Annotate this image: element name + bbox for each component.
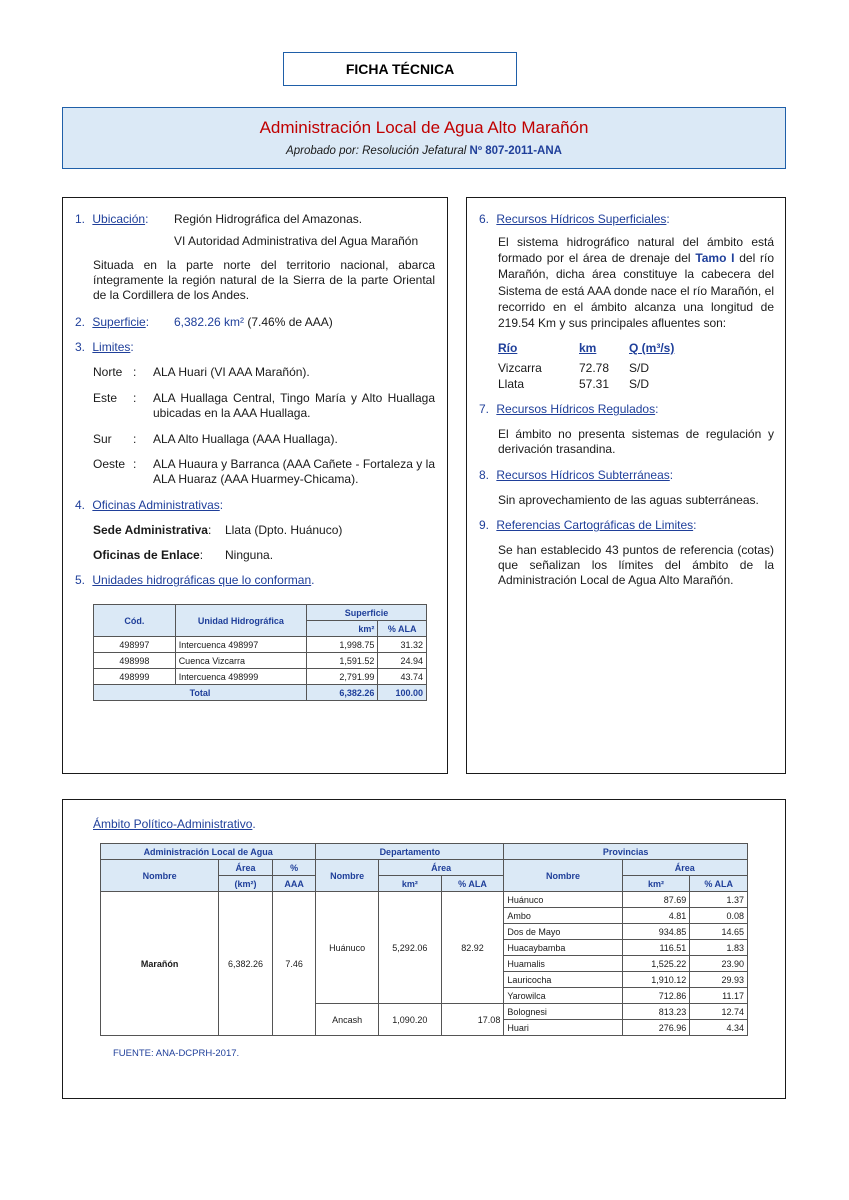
limit-oeste-sep: : <box>133 457 137 471</box>
left-panel <box>62 197 448 774</box>
ubicacion-paragraph: Situada en la parte norte del territorio nacional, abarca íntegramente la región natural de la Sierra de la parte Oriental de la Cordillera de los Andes. <box>93 258 435 302</box>
dep-name: Huánuco <box>316 892 379 1004</box>
section-5-heading: 5. Unidades hidrográficas que lo conforman. <box>75 573 315 587</box>
unit-table-h-km2: km² <box>307 621 378 637</box>
unit-table-h-pct: % ALA <box>378 621 427 637</box>
sede-label: Sede Administrativa: <box>93 523 212 537</box>
limit-este-dir: Este <box>93 391 118 405</box>
dep-pct: 82.92 <box>441 892 504 1004</box>
dep-area: 5,292.06 <box>378 892 441 1004</box>
superficie-value: 6,382.26 km² (7.46% de AAA) <box>174 315 333 329</box>
ala-pct: 7.46 <box>272 892 315 1036</box>
rios-h-q: Q (m³/s) <box>629 341 675 355</box>
enlace-value: Ninguna. <box>225 548 274 562</box>
table-row: Lauricocha 1,910.12 29.93 <box>101 972 748 988</box>
list-item: S/D <box>629 377 650 391</box>
ambito-title: Ámbito Político-Administrativo. <box>93 817 256 831</box>
section-9-label: Referencias Cartográficas de Limites <box>496 518 694 532</box>
rios-h-km: km <box>579 341 597 355</box>
header-banner <box>62 107 786 169</box>
table-row: Yarowilca 712.86 11.17 <box>101 988 748 1004</box>
section-5-label: Unidades hidrográficas que lo conforman <box>92 573 312 587</box>
table-row: Dos de Mayo 934.85 14.65 <box>101 924 748 940</box>
limit-norte-dir: Norte <box>93 365 123 379</box>
limit-oeste-text: ALA Huaura y Barranca (AAA Cañete - Fortaleza y la ALA Huaraz (AAA Huarmey-Chicama). <box>153 457 435 486</box>
list-item: 57.31 <box>579 377 610 391</box>
table-row: Marañón 6,382.26 7.46 Huánuco 5,292.06 82.92 Huánuco 87.69 1.37 <box>101 892 748 908</box>
list-item: Llata <box>498 377 525 391</box>
bottom-panel <box>62 799 786 1099</box>
page-title: Administración Local de Agua Alto Marañón <box>259 118 589 137</box>
ala-name: Marañón <box>101 892 219 1036</box>
limit-sur-sep: : <box>133 432 137 446</box>
section-7-heading: 7. Recursos Hídricos Regulados: <box>479 402 659 416</box>
dep-name: Ancash <box>316 1004 379 1036</box>
ala-area: 6,382.26 <box>219 892 273 1036</box>
section-9-text: Se han establecido 43 puntos de referencia (cotas) que señalizan los límites del ámbito de la Administración Local de Agua Alto Marañón. <box>498 543 774 587</box>
table-row: Huacaybamba 116.51 1.83 <box>101 940 748 956</box>
section-3-heading: 3. Limites: <box>75 340 134 354</box>
section-4-heading: 4. Oficinas Administrativas: <box>75 498 224 512</box>
list-item: S/D <box>629 361 650 375</box>
section-7-label: Recursos Hídricos Regulados <box>496 402 656 416</box>
table-row: 498997 Intercuenca 498997 1,998.75 31.32 <box>94 637 427 653</box>
list-item: 72.78 <box>579 361 610 375</box>
table-row: Huamalis 1,525.22 23.90 <box>101 956 748 972</box>
limit-sur-text: ALA Alto Huallaga (AAA Huallaga). <box>153 432 338 446</box>
limit-norte-sep: : <box>133 365 137 379</box>
enlace-label: Oficinas de Enlace: <box>93 548 204 562</box>
ambito-h-dep: Departamento <box>316 844 504 860</box>
approval-line <box>63 145 785 157</box>
section-8-heading: 8. Recursos Hídricos Subterráneas: <box>479 468 674 482</box>
table-row: Huari 276.96 4.34 <box>101 1020 748 1036</box>
section-9-heading: 9. Referencias Cartográficas de Limites: <box>479 518 697 532</box>
limit-oeste-dir: Oeste <box>93 457 126 471</box>
dep-area: 1,090.20 <box>378 1004 441 1036</box>
table-row: Ambo 4.81 0.08 <box>101 908 748 924</box>
table-row: 498998 Cuenca Vizcarra 1,591.52 24.94 <box>94 653 427 669</box>
limit-este-text: ALA Huallaga Central, Tingo María y Alto Huallaga ubicadas en la AAA Huallaga. <box>153 391 435 420</box>
section-8-label: Recursos Hídricos Subterráneas <box>496 468 670 482</box>
section-7-text: El ámbito no presenta sistemas de regulación y derivación trasandina. <box>498 427 774 456</box>
limit-sur-dir: Sur <box>93 432 112 446</box>
unit-table <box>93 604 427 701</box>
section-4-label: Oficinas Administrativas <box>92 498 220 512</box>
ambito-table: Administración Local de Agua Departamento Provincias Nombre Área % Nombre Área Nombre Área (km²) AAA km² % ALA km² % ALA Marañón 6,382.26 7.46 Huánuco 5,292.06 82.92 Huánuco 87.69 1.37 Ambo 4.81 0.08 Dos de Mayo 934.85 14.65 Huacaybamba 116.51 1.83 Huamalis 1,525.22 23.90 Lauricocha 1,910.12 29.93 Yarowilca 712.86 11.17 Ancash 1,090.20 17.08 Bolognesi 813.23 12.74 Huari 276.96 4.34 <box>100 843 748 1036</box>
limit-norte-text: ALA Huari (VI AAA Marañón). <box>153 365 310 379</box>
approval-code: Nº 807-2011-ANA <box>469 145 562 157</box>
ambito-h-ala: Administración Local de Agua <box>101 844 316 860</box>
section-3-label: Limites <box>92 340 131 354</box>
limit-este-sep: : <box>133 391 137 405</box>
tamo-label: Tamo I <box>695 251 735 266</box>
section-1-heading: 1. Ubicación: <box>75 212 149 226</box>
ubicacion-value-2: VI Autoridad Administrativa del Agua Marañón <box>174 234 419 248</box>
ambito-h-prov: Provincias <box>504 844 748 860</box>
ubicacion-value-1: Región Hidrográfica del Amazonas. <box>174 212 363 226</box>
approval-prefix: Aprobado por: Resolución Jefatural <box>286 145 470 157</box>
unit-table-total-row: Total 6,382.26 100.00 <box>94 685 427 701</box>
fuente-note: FUENTE: ANA-DCPRH-2017. <box>113 1048 240 1059</box>
list-item: Vizcarra <box>498 361 542 375</box>
section-6-heading: 6. Recursos Hídricos Superficiales: <box>479 212 670 226</box>
section-2-label: Superficie <box>92 315 146 329</box>
table-row: Ancash 1,090.20 17.08 Bolognesi 813.23 12.74 <box>101 1004 748 1020</box>
section-2-heading: 2. Superficie: <box>75 315 150 329</box>
unit-table-h-sup: Superficie <box>307 605 427 621</box>
table-row: 498999 Intercuenca 498999 2,791.99 43.74 <box>94 669 427 685</box>
sede-value: Llata (Dpto. Huánuco) <box>225 523 343 537</box>
section-8-text: Sin aprovechamiento de las aguas subterráneas. <box>498 493 759 507</box>
unit-table-h-unidad: Unidad Hidrográfica <box>175 605 306 637</box>
right-panel <box>466 197 786 774</box>
section-1-label: Ubicación <box>92 212 146 226</box>
dep-pct: 17.08 <box>441 1004 504 1036</box>
rios-h-rio: Río <box>498 341 518 355</box>
unit-table-h-cod: Cód. <box>94 605 176 637</box>
section-6-paragraph: El sistema hidrográfico natural del ámbito está formado por el área de drenaje del Tamo I del río Marañón, dicha área constituye la cabecera del Sistema de está AAA donde nace el río Marañón, el recorrido en el ámbito alcanza una longitud de 219.54 Km y sus principales afluentes son: <box>498 235 775 331</box>
section-6-label: Recursos Hídricos Superficiales <box>496 212 667 226</box>
ficha-title: FICHA TÉCNICA <box>283 52 517 86</box>
